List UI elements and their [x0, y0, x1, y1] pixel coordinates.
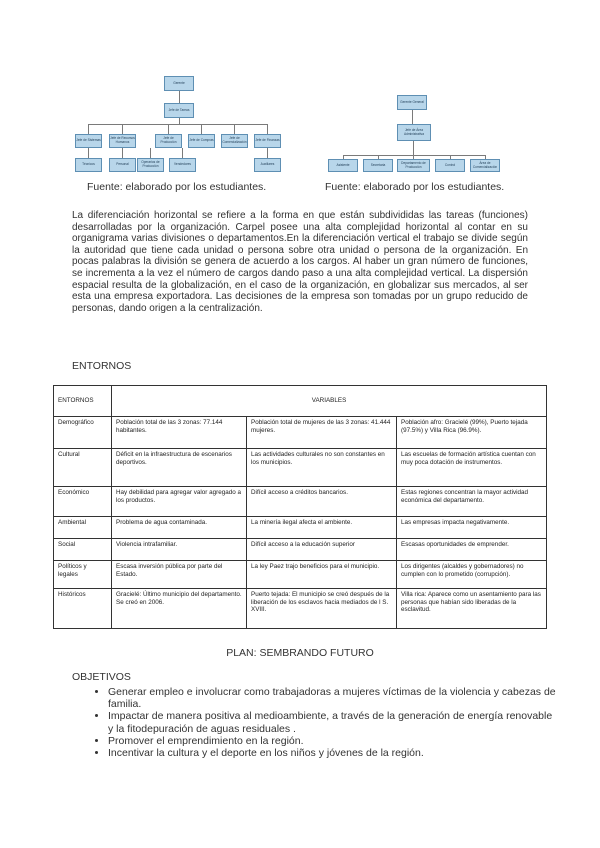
- org-connector: [88, 124, 268, 125]
- table-cell-entorno: Ambiental: [54, 517, 112, 539]
- table-cell: Las actividades culturales no son constantes en los municipios.: [247, 449, 397, 487]
- plan-title: PLAN: SEMBRANDO FUTURO: [226, 647, 374, 659]
- entornos-heading: ENTORNOS: [72, 360, 132, 372]
- org-box-level3: Jefe de Producción: [155, 134, 182, 148]
- org-box-level4: Auxiliares: [254, 158, 281, 172]
- table-cell: Violencia intrafamiliar.: [112, 539, 247, 561]
- org-chart-right-caption: Fuente: elaborado por los estudiantes.: [325, 181, 505, 193]
- table-header-cell: VARIABLES: [112, 386, 547, 417]
- org-box-root: Gerente General: [397, 95, 427, 110]
- table-cell: La ley Paez trajo beneficios para el municipio.: [247, 561, 397, 589]
- table-row: [54, 487, 547, 517]
- org-box-level4: Vendedores: [169, 158, 196, 172]
- org-box-level2: Jefe de Área Administrativa: [397, 124, 431, 141]
- table-cell: Hay debilidad para agregar valor agregado a los productos.: [112, 487, 247, 517]
- table-cell: Difícil acceso a créditos bancarios.: [247, 487, 397, 517]
- table-cell: La minería ilegal afecta el ambiente.: [247, 517, 397, 539]
- table-cell-entorno: Cultural: [54, 449, 112, 487]
- table-row: [54, 589, 547, 629]
- org-connector: [201, 124, 202, 134]
- org-connector: [234, 124, 235, 134]
- org-box-level3: Jefe de Finanzas: [254, 134, 281, 148]
- entornos-table: [53, 385, 547, 629]
- org-box-level3: Área de Comercialización: [470, 159, 500, 172]
- org-box-level4: Técnicos: [75, 158, 102, 172]
- org-connector: [182, 148, 183, 158]
- org-connector: [168, 124, 169, 134]
- org-box-root: Gerente: [164, 76, 194, 91]
- org-box-level4: Operarios de Producción: [137, 158, 164, 172]
- table-header-row: [54, 386, 547, 417]
- list-item: • Impactar de manera positiva al medioambiente, a través de la generación de energía renovable y la fitodepuración de aguas residuales .: [108, 710, 558, 734]
- org-connector: [88, 124, 89, 134]
- table-cell-entorno: Históricos: [54, 589, 112, 629]
- org-box-level3: Jefe de Sistemas: [75, 134, 102, 148]
- org-box-level3: Asistente: [328, 159, 358, 172]
- org-connector: [267, 124, 268, 134]
- org-box-level3: Jefe de Compras: [188, 134, 215, 148]
- org-box-level3: Secretaria: [363, 159, 393, 172]
- org-box-level3: Departamento de Producción: [397, 159, 430, 172]
- org-connector: [179, 91, 180, 103]
- objetivos-list: [88, 686, 558, 759]
- org-chart-left-caption: Fuente: elaborado por los estudiantes.: [87, 181, 267, 193]
- org-box-level3: Control: [435, 159, 465, 172]
- org-connector: [267, 148, 268, 158]
- table-cell-entorno: Políticos y legales: [54, 561, 112, 589]
- table-cell: Las empresas impacta negativamente.: [397, 517, 547, 539]
- table-cell: Población total de las 3 zonas: 77.144 habitantes.: [112, 417, 247, 449]
- table-cell: Villa rica: Aparece como un asentamiento para las personas que habían sido liberadas de la esclavitud.: [397, 589, 547, 629]
- table-cell-entorno: Demográfico: [54, 417, 112, 449]
- table-cell: Los dirigentes (alcaldes y gobernadores) no cumplen con lo prometido (corrupción).: [397, 561, 547, 589]
- objetivos-heading: OBJETIVOS: [72, 671, 131, 683]
- table-cell: Las escuelas de formación artística cuentan con muy poca dotación de instrumentos.: [397, 449, 547, 487]
- table-cell: Problema de agua contaminada.: [112, 517, 247, 539]
- org-box-level2: Jefe de Tareas: [164, 103, 194, 118]
- list-item: • Generar empleo e involucrar como trabajadoras a mujeres víctimas de la violencia y cabezas de familia.: [108, 686, 558, 710]
- table-cell: Gracielé: Último municipio del departamento. Se creó en 2006.: [112, 589, 247, 629]
- table-row: [54, 561, 547, 589]
- org-connector: [413, 141, 414, 155]
- org-box-level3: Jefe de Comercialización: [221, 134, 248, 148]
- table-cell-entorno: Económico: [54, 487, 112, 517]
- table-cell: Déficit en la infraestructura de escenarios deportivos.: [112, 449, 247, 487]
- list-item: • Incentivar la cultura y el deporte en los niños y jóvenes de la región.: [108, 747, 558, 759]
- table-cell: Población total de mujeres de las 3 zonas: 41.444 mujeres.: [247, 417, 397, 449]
- org-connector: [122, 148, 123, 158]
- table-row: [54, 417, 547, 449]
- table-cell: Puerto tejada: El municipio se creó después de la liberación de los esclavos hacia mediados de l S. XVIII.: [247, 589, 397, 629]
- table-cell: Estas regiones concentran la mayor actividad económica del departamento.: [397, 487, 547, 517]
- org-connector: [412, 110, 413, 124]
- table-header-cell: ENTORNOS: [54, 386, 112, 417]
- body-paragraph: La diferenciación horizontal se refiere a la forma en que están subdivididas las tareas (funciones) desarrolladas por la organización. Carpel posee una alta complejidad horizontal al contar en su organigrama varias divisiones o departamentos.En la diferenciación vertical el trabajo se divide según la autoridad que tiene cada unidad o persona sobre otra unidad o persona de la organización. En pocas palabras la división se genera de acuerdo a los cargos. Al haber un gran número de funciones, se incrementa a la vez el número de cargos dando paso a una alta complejidad vertical. La dispersión espacial resulta de la globalización, en el caso de la organización, en globalizar sus mercados, al ser esta una empresa exportadora. Las decisiones de la empresa son tomadas por un grupo reducido de personas, dando origen a la centralización.: [72, 210, 528, 314]
- table-row: [54, 539, 547, 561]
- table-cell: Difícil acceso a la educación superior: [247, 539, 397, 561]
- org-box-level4: Personal: [109, 158, 136, 172]
- table-row: [54, 449, 547, 487]
- org-connector: [343, 155, 485, 156]
- table-cell: Población afro: Gracielé (99%), Puerto tejada (97.5%) y Villa Rica (96.9%).: [397, 417, 547, 449]
- table-cell: Escasa inversión pública por parte del Estado.: [112, 561, 247, 589]
- org-connector: [88, 148, 89, 158]
- org-connector: [150, 148, 151, 158]
- org-connector: [122, 124, 123, 134]
- table-row: [54, 517, 547, 539]
- org-box-level3: Jefe de Recursos Humanos: [109, 134, 136, 148]
- list-item: • Promover el emprendimiento en la región.: [108, 735, 558, 747]
- table-cell-entorno: Social: [54, 539, 112, 561]
- table-cell: Escasas oportunidades de emprender.: [397, 539, 547, 561]
